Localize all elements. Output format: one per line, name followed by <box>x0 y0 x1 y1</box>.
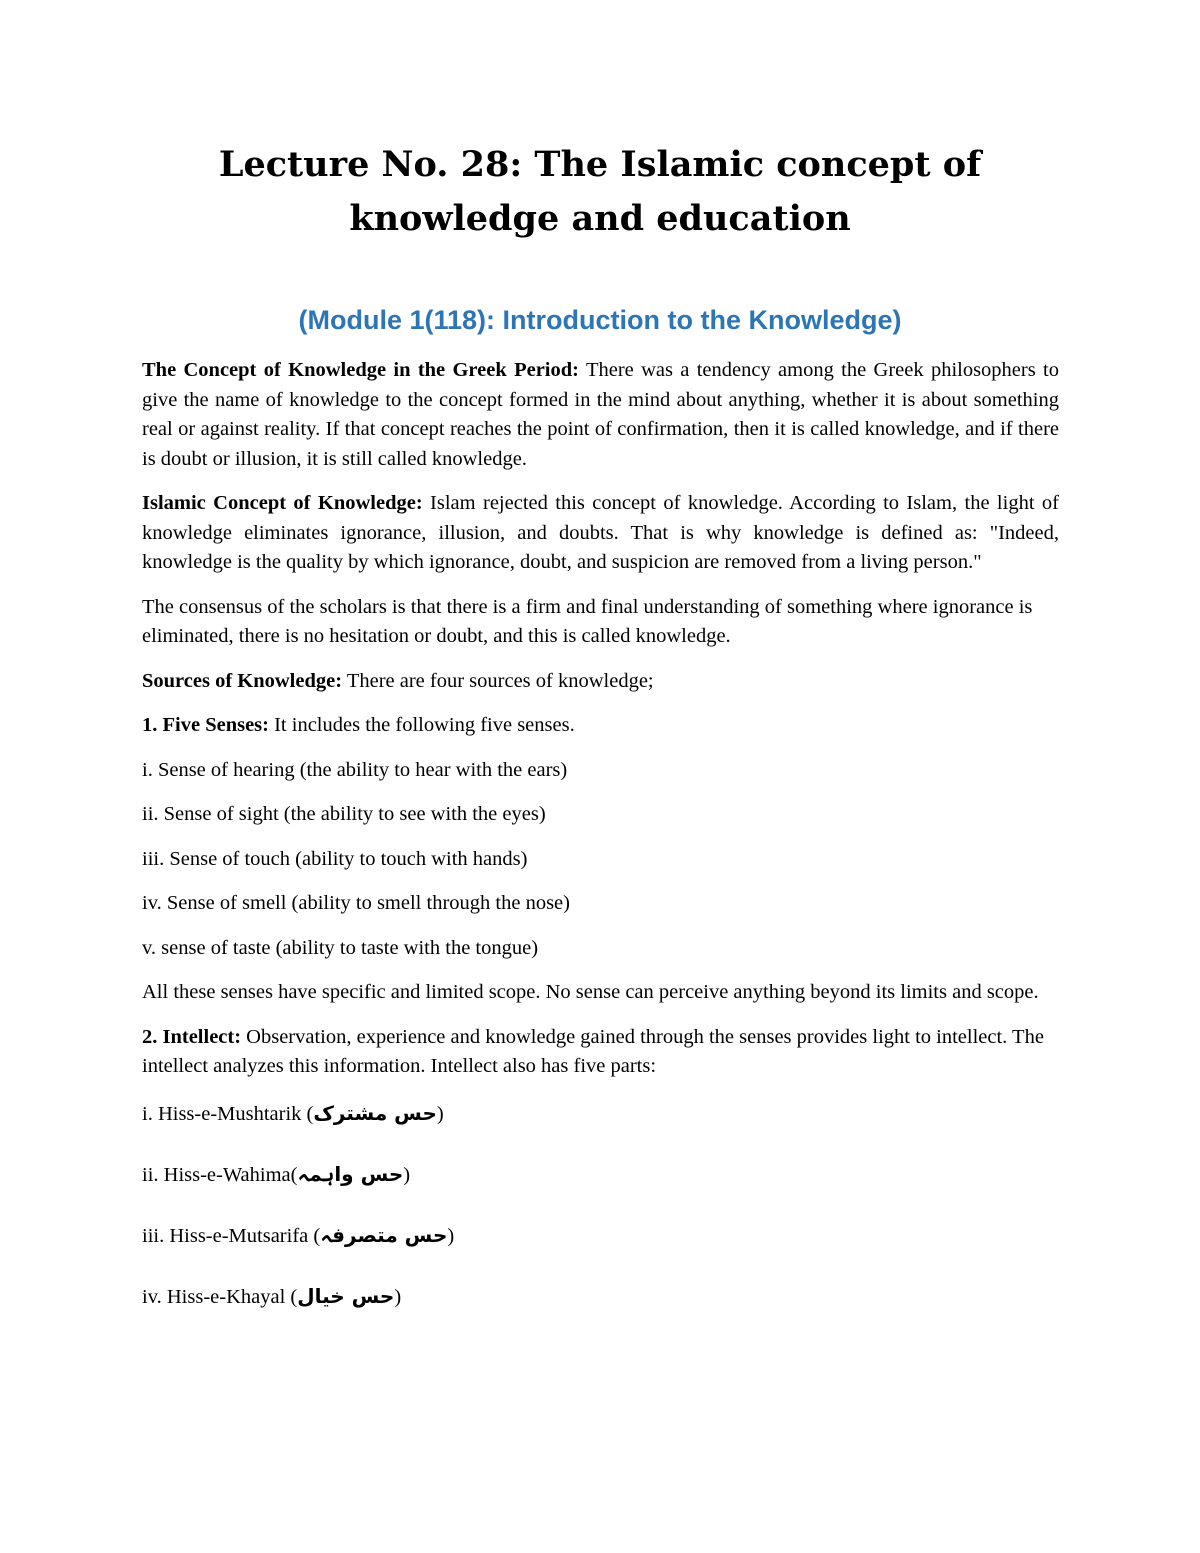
intellect-part-item: i. Hiss-e-Mushtarik (حس مشترک) <box>142 1100 444 1125</box>
five-senses-heading: 1. Five Senses: <box>142 714 269 736</box>
islamic-concept-paragraph <box>142 489 1059 578</box>
urdu-term: حس متصرفہ <box>320 1222 448 1247</box>
sources-heading: Sources of Knowledge: <box>142 669 343 692</box>
intellect-text: Observation, experience and knowledge gained through the senses provides light to intellect. The intellect analyzes this information. Intellect also has five parts: <box>142 1025 1044 1077</box>
module-heading: (Module 1(118): Introduction to the Knowledge) <box>298 305 902 335</box>
greek-concept-paragraph <box>142 356 1059 474</box>
islamic-concept-text: Islam rejected this concept of knowledge. According to Islam, the light of knowledge eliminates ignorance, illusion, and doubts. That is why knowledge is defined as: "Indeed, knowledge is the quality by which ignorance, doubt, and suspicion are removed from a living person." <box>142 492 1059 573</box>
urdu-term: حس مشترک <box>313 1100 437 1125</box>
list-item: ii. Sense of sight (the ability to see with the eyes) <box>142 803 546 825</box>
list-item: i. Sense of hearing (the ability to hear with the ears) <box>142 758 568 781</box>
greek-concept-heading: The Concept of Knowledge in the Greek Period: <box>142 359 579 381</box>
intellect-part-item: iii. Hiss-e-Mutsarifa (حس متصرفہ) <box>142 1222 455 1247</box>
urdu-term: حس واہمہ <box>297 1161 404 1186</box>
list-item: iii. Sense of touch (ability to touch with hands) <box>142 847 528 870</box>
list-item: v. sense of taste (ability to taste with the tongue) <box>142 936 539 959</box>
sources-paragraph <box>142 667 1059 697</box>
consensus-paragraph: The consensus of the scholars is that there is a firm and final understanding of something where ignorance is eliminated, there is no hesitation or doubt, and this is called knowledge. <box>142 595 1033 647</box>
page-title: Lecture No. 28: The Islamic concept of knowledge and education <box>218 144 982 239</box>
greek-concept-text: There was a tendency among the Greek philosophers to give the name of knowledge to the concept formed in the mind about anything, whether it is about something real or against reality. If that concept reaches the point of confirmation, then it is called knowledge, and if there is doubt or illusion, it is still called knowledge. <box>142 359 1059 470</box>
five-senses-text: It includes the following five senses. <box>268 714 575 736</box>
intellect-part-item: ii. Hiss-e-Wahima(حس واہمہ) <box>142 1161 411 1186</box>
document-body <box>142 356 1059 1341</box>
intellect-part-item: iv. Hiss-e-Khayal (حس خیال) <box>142 1283 402 1308</box>
five-senses-paragraph <box>142 711 1059 741</box>
urdu-term: حس خیال <box>297 1283 395 1308</box>
islamic-concept-heading: Islamic Concept of Knowledge: <box>142 492 423 514</box>
intellect-paragraph <box>142 1023 1059 1082</box>
senses-conclusion-paragraph: All these senses have specific and limited scope. No sense can perceive anything beyond its limits and scope. <box>142 981 1039 1003</box>
intellect-heading: 2. Intellect: <box>142 1025 242 1048</box>
sources-text: There are four sources of knowledge; <box>342 669 654 692</box>
list-item: iv. Sense of smell (ability to smell through the nose) <box>142 892 570 914</box>
